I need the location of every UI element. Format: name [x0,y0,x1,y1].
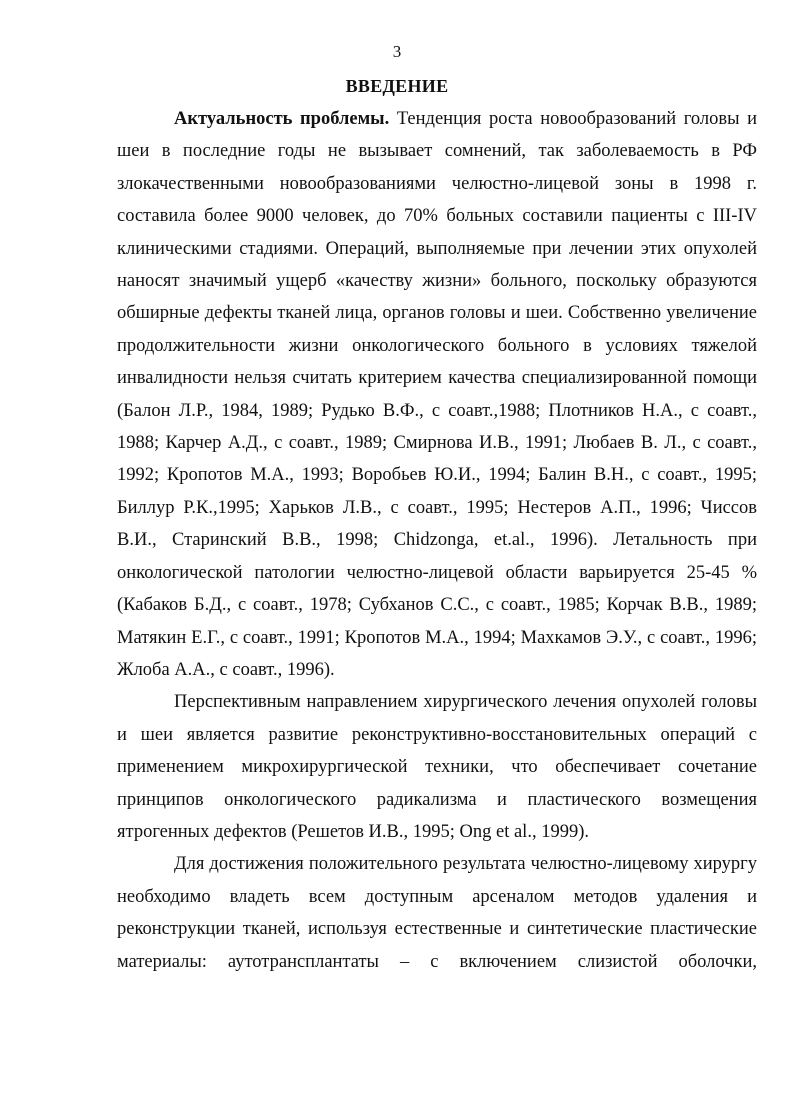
paragraph-text: Тенденция роста новообразований головы и шеи в последние годы не вызывает сомнений, так заболеваемость в РФ злокачественными новообразованиями челюстно-лицевой зоны в 1998 г. составила более 9000 человек, до 70% больных составили пациенты с III-IV клиническими стадиями. Операций, выполняемые при лечении этих опухолей наносят значимый ущерб «качеству жизни» больного, поскольку образуются обширные дефекты тканей лица, органов головы и шеи. Собственно увеличение продолжительности жизни онкологического больного в условиях тяжелой инвалидности нельзя считать критерием качества специализированной помощи (Балон Л.Р., 1984, 1989; Рудько В.Ф., с соавт.,1988; Плотников Н.А., с соавт., 1988; Карчер А.Д., с соавт., 1989; Смирнова И.В., 1991; Любаев В. Л., с соавт., 1992; Кропотов М.А., 1993; Воробьев Ю.И., 1994; Балин В.Н., с соавт., 1995; Биллур Р.К.,1995; Харьков Л.В., с соавт., 1995; Нестеров А.П., 1996; Чиссов В.И., Старинский В.В., 1998; Chidzonga, et.al., 1996). Летальность при онкологической патологии челюстно-лицевой области варьируется 25-45 % (Кабаков Б.Д., с соавт., 1978; Субханов С.С., с соавт., 1985; Корчак В.В., 1989; Матякин Е.Г., с соавт., 1991; Кропотов М.А., 1994; Махкамов Э.У., с соавт., 1996; Жлоба А.А., с соавт., 1996). [117,109,758,680]
paragraph-relevance [117,103,757,686]
paragraph-lead: Актуальность проблемы. [174,109,390,129]
section-heading: ВВЕДЕНИЕ [345,76,449,96]
paragraph-surgeon-arsenal [117,848,757,978]
page-number: 3 [392,42,402,61]
paragraph-text: Перспективным направлением хирургического лечения опухолей головы и шеи является развитие реконструктивно-восстановительных операций с применением микрохирургической техники, что обеспечивает сочетание принципов онкологического радикализма и пластического возмещения ятрогенных дефектов (Решетов И.В., 1995; Ong et al., 1999). [117,692,757,842]
body-text [117,103,757,978]
paragraph-perspective [117,686,757,848]
paragraph-text: Для достижения положительного результата челюстно-лицевому хирургу необходимо владеть всем доступным арсеналом методов удаления и реконструкции тканей, используя естественные и синтетические пластические материалы: аутотрансплантаты – с включением слизистой оболочки, [117,854,757,972]
